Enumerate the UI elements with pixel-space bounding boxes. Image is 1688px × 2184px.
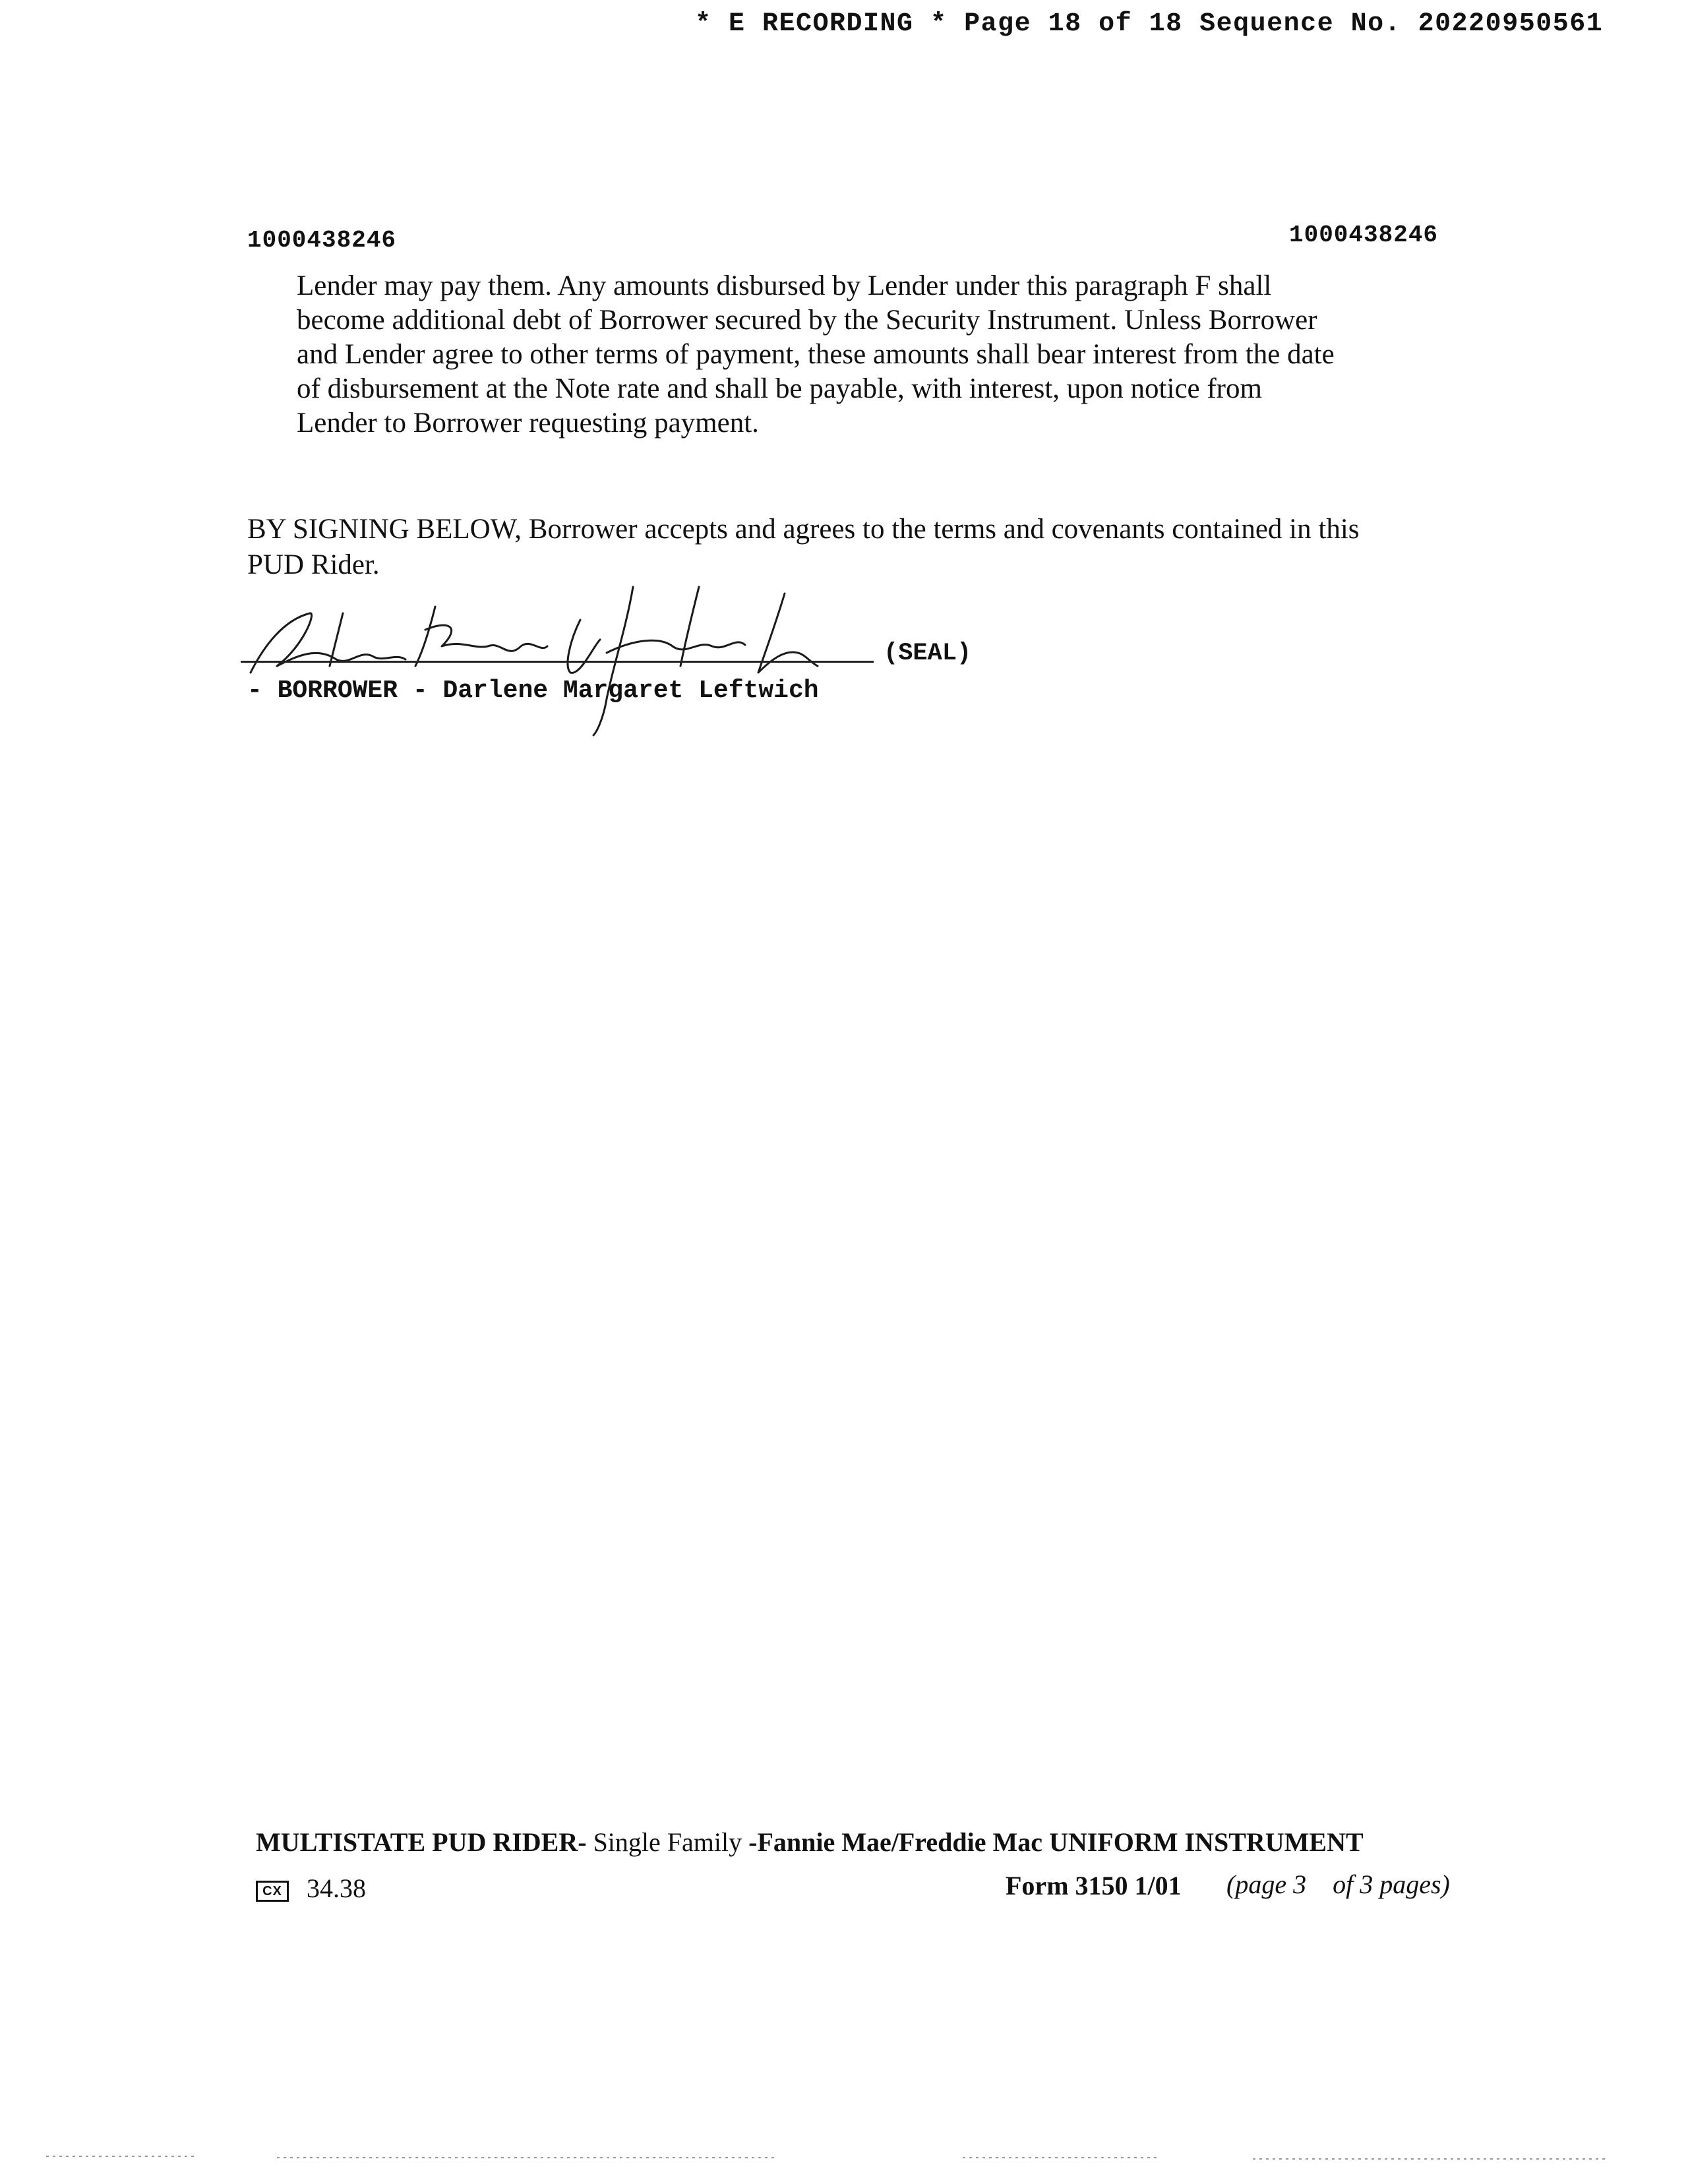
- paragraph-line: of disbursement at the Note rate and shall be payable, with interest, upon notice from: [297, 373, 1262, 404]
- borrower-name: Darlene Margaret Leftwich: [442, 677, 819, 705]
- loan-number-right: 1000438246: [1289, 222, 1439, 249]
- form-title-part: MULTISTATE PUD RIDER-: [256, 1827, 587, 1857]
- cx-logo: CX: [256, 1881, 289, 1902]
- recording-header: * E RECORDING * Page 18 of 18 Sequence No. 20220950561: [695, 9, 1604, 39]
- signature-line: [241, 661, 874, 663]
- page-indicator: (page 3 of 3 pages): [1226, 1869, 1450, 1899]
- form-title-part: -Fannie Mae/Freddie Mac UNIFORM INSTRUMENT: [748, 1827, 1364, 1857]
- form-code: 34.38: [307, 1873, 366, 1903]
- paragraph-line: become additional debt of Borrower secured by the Security Instrument. Unless Borrower: [297, 305, 1317, 336]
- borrower-label: - BORROWER -: [247, 677, 428, 705]
- form-title-part: Single Family: [586, 1827, 749, 1857]
- form-title: [256, 1827, 1364, 1858]
- form-number: Form 3150 1/01: [1006, 1871, 1182, 1900]
- paragraph-line: Lender to Borrower requesting payment.: [297, 408, 759, 439]
- signing-line: BY SIGNING BELOW, Borrower accepts and agrees to the terms and covenants contained in this: [247, 514, 1360, 545]
- borrower-caption: [247, 677, 819, 705]
- loan-number-left: 1000438246: [247, 227, 397, 254]
- paragraph-line: Lender may pay them. Any amounts disbursed by Lender under this paragraph F shall: [297, 270, 1272, 301]
- signing-line: PUD Rider.: [247, 549, 380, 580]
- seal-label: (SEAL): [884, 640, 972, 667]
- paragraph-line: and Lender agree to other terms of payment, these amounts shall bear interest from the date: [297, 339, 1335, 370]
- paragraph-f-text: [297, 269, 1404, 440]
- scan-artifacts: [0, 2143, 1688, 2169]
- borrower-signature: [237, 567, 884, 739]
